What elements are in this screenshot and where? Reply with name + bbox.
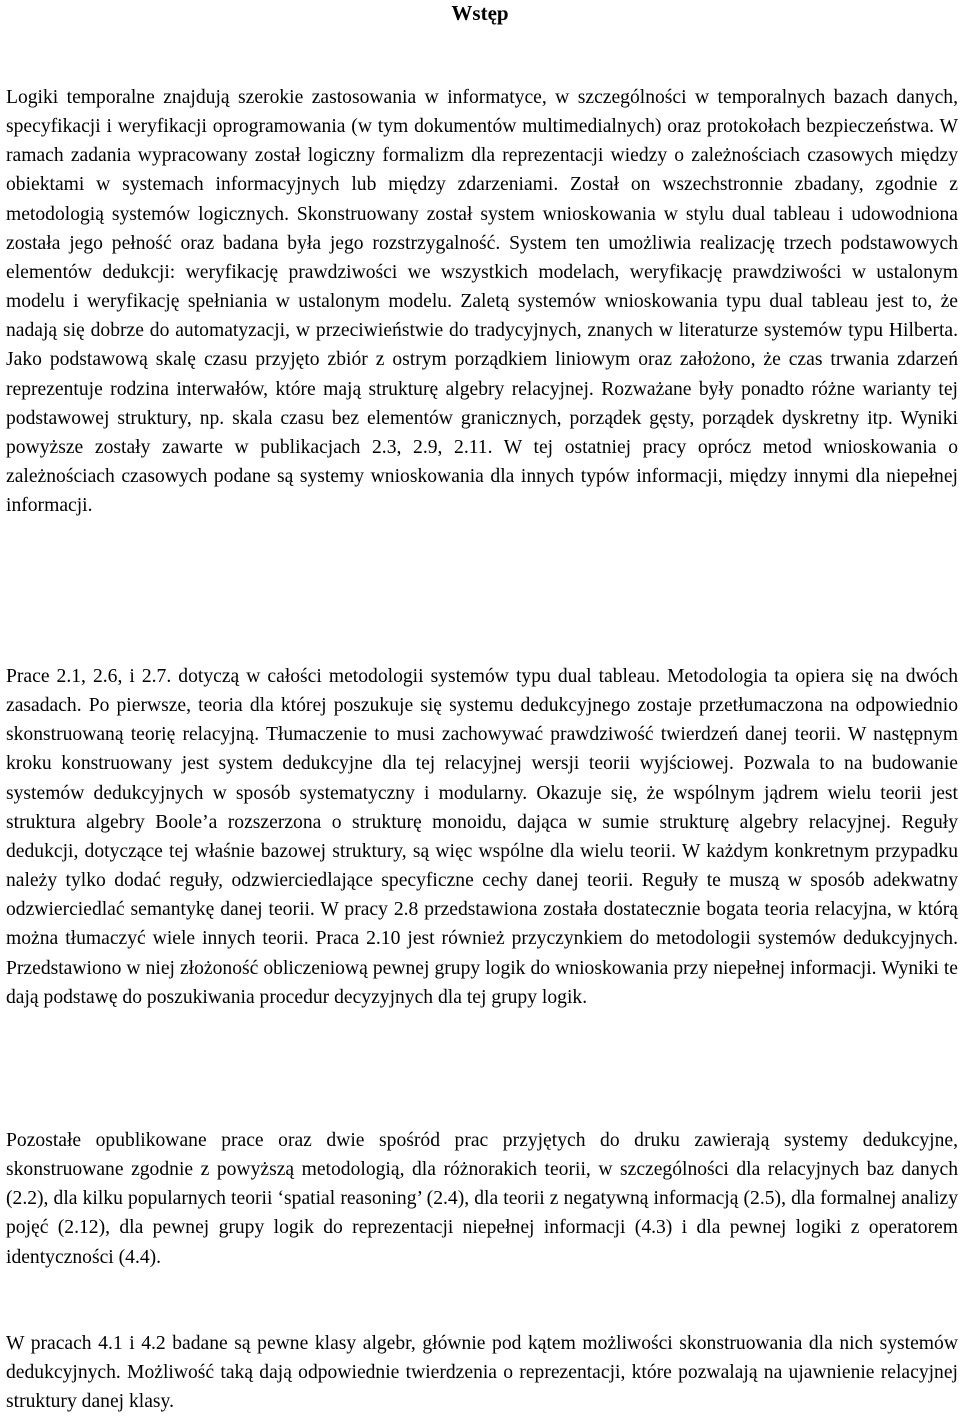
- paragraph-methodology: Prace 2.1, 2.6, i 2.7. dotyczą w całości metodologii systemów typu dual tableau. Metodologia ta opiera się na dwóch zasadach. Po pierwsze, teoria dla której poszukuje się systemu dedukcyjnego zostaje przetłumaczona na odpowiednio skonstruowaną teorię relacyjną. Tłumaczenie to musi zachowywać prawdziwość twierdzeń danej teorii. W następnym kroku konstruowany jest system dedukcyjne dla tej relacyjnej wersji teorii wyjściowej. Pozwala to na budowanie systemów dedukcyjnych w sposób systematyczny i modularny. Okazuje się, że wspólnym jądrem wielu teorii jest struktura algebry Boole’a rozszerzona o strukturę monoidu, dająca w sumie strukturę algebry relacyjnej. Reguły dedukcji, dotyczące tej właśnie bazowej struktury, są więc wspólne dla wielu teorii. W każdym konkretnym przypadku należy tylko dodać reguły, odzwierciedlające specyficzne cechy danej teorii. Reguły te muszą w sposób adekwatny odzwierciedlać semantykę danej teorii. W pracy 2.8 przedstawiona została dostatecznie bogata teoria relacyjna, w którą można tłumaczyć wiele innych teorii. Praca 2.10 jest również przyczynkiem do metodologii systemów dedukcyjnych. Przedstawiono w niej złożoność obliczeniową pewnej grupy logik do wnioskowania przy niepełnej informacji. Wyniki te dają podstawę do poszukiwania procedur decyzyjnych dla tej grupy logik.: [6, 666, 958, 1008]
- paragraph-algebras: W pracach 4.1 i 4.2 badane są pewne klasy algebr, głównie pod kątem możliwości skonstruowania dla nich systemów dedukcyjnych. Możliwość taką dają odpowiednie twierdzenia o reprezentacji, które pozwalają na ujawnienie relacyjnej struktury danej klasy.: [6, 1333, 958, 1413]
- page-title: Wstęp: [451, 1, 509, 25]
- paragraph-other-publications: Pozostałe opublikowane prace oraz dwie spośród prac przyjętych do druku zawierają systemy dedukcyjne, skonstruowane zgodnie z powyższą metodologią, dla różnorakich teorii, w szczególności dla relacyjnych baz danych (2.2), dla kilku popularnych teorii ‘spatial reasoning’ (2.4), dla teorii z negatywną informacją (2.5), dla formalnej analizy pojęć (2.12), dla pewnej grupy logik do reprezentacji niepełnej informacji (4.3) i dla pewnej logiki z operatorem identyczności (4.4).: [6, 1130, 958, 1268]
- paragraph-introduction: Logiki temporalne znajdują szerokie zastosowania w informatyce, w szczególności w temporalnych bazach danych, specyfikacji i weryfikacji oprogramowania (w tym dokumentów multimedialnych) oraz protokołach bezpieczeństwa. W ramach zadania wypracowany został logiczny formalizm dla reprezentacji wiedzy o zależnościach czasowych między obiektami w systemach informacyjnych lub między zdarzeniami. Został on wszechstronnie zbadany, zgodnie z metodologią systemów logicznych. Skonstruowany został system wnioskowania w stylu dual tableau i udowodniona została jego pełność oraz badana była jego rozstrzygalność. System ten umożliwia realizację trzech podstawowych elementów dedukcji: weryfikację prawdziwości we wszystkich modelach, weryfikację prawdziwości w ustalonym modelu i weryfikację spełniania w ustalonym modelu. Zaletą systemów wnioskowania typu dual tableau jest to, że nadają się dobrze do automatyzacji, w przeciwieństwie do tradycyjnych, znanych w literaturze systemów typu Hilberta. Jako podstawową skalę czasu przyjęto zbiór z ostrym porządkiem liniowym oraz założono, że czas trwania zdarzeń reprezentuje rodzina interwałów, które mają strukturę algebry relacyjnej. Rozważane były ponadto różne warianty tej podstawowej struktury, np. skala czasu bez elementów granicznych, porządek gęsty, porządek dyskretny itp. Wyniki powyższe zostały zawarte w publikacjach 2.3, 2.9, 2.11. W tej ostatniej pracy oprócz metod wnioskowania o zależnościach czasowych podane są systemy wnioskowania dla innych typów informacji, między innymi dla niepełnej informacji.: [6, 87, 958, 517]
